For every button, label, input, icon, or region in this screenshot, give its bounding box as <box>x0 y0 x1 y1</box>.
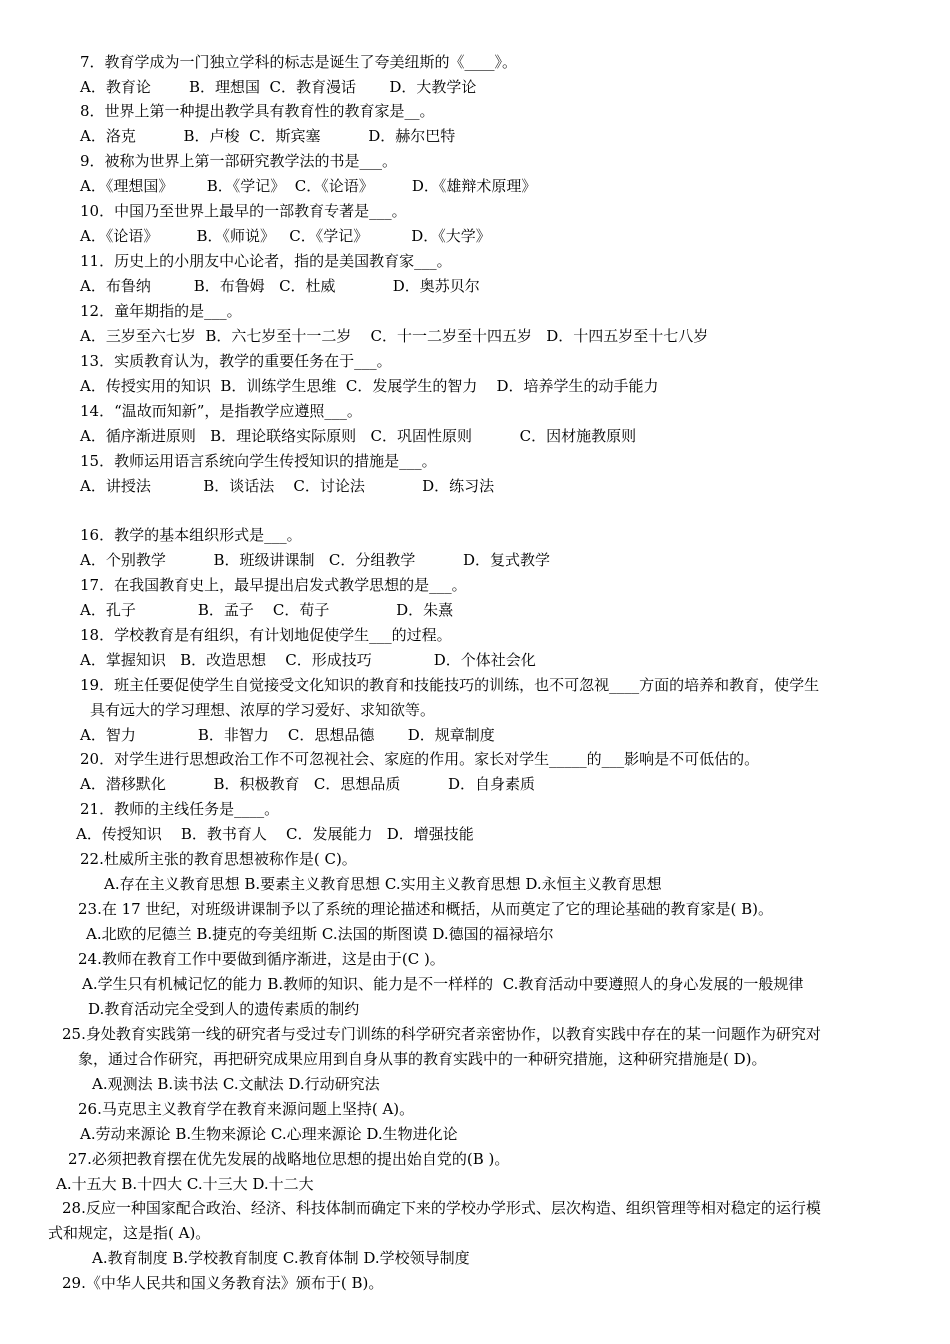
text-line: A.劳动来源论 B.生物来源论 C.心理来源论 D.生物进化论 <box>80 1125 458 1143</box>
text-line: 16．教学的基本组织形式是___。 <box>80 526 302 544</box>
text-line: A.学生只有机械记忆的能力 B.教师的知识、能力是不一样样的 C.教育活动中要遵照人的身心发展的一般规律 <box>82 975 804 993</box>
text-line: 22.杜威所主张的教育思想被称作是( C)。 <box>80 850 357 868</box>
text-line: 29.《中华人民共和国义务教育法》颁布于( B)。 <box>62 1274 384 1292</box>
text-line: 21．教师的主线任务是____。 <box>80 800 280 818</box>
text-line: 14．“温故而知新”，是指教学应遵照___。 <box>80 402 362 420</box>
text-line: 12．童年期指的是___。 <box>80 302 242 320</box>
text-line: 23.在 17 世纪，对班级讲课制予以了系统的理论描述和概括，从而奠定了它的理论基础的教育家是( B)。 <box>78 900 773 918</box>
text-line: 28.反应一种国家配合政治、经济、科技体制而确定下来的学校办学形式、层次构造、组织管理等相对稳定的运行模 <box>62 1199 821 1217</box>
text-line: 25.身处教育实践第一线的研究者与受过专门训练的科学研究者亲密协作，以教育实践中存在的某一问题作为研究对 <box>62 1025 821 1043</box>
text-line: A．传授知识 B．教书育人 C．发展能力 D．增强技能 <box>76 825 474 843</box>
text-line: A．《论语》 B．《师说》 C．《学记》 D．《大学》 <box>80 227 491 245</box>
text-line: A．三岁至六七岁 B．六七岁至十一二岁 C．十一二岁至十四五岁 D．十四五岁至十七八岁 <box>80 327 709 345</box>
text-line: A．个别教学 B．班级讲课制 C．分组教学 D．复式教学 <box>80 551 551 569</box>
text-line: 8．世界上第一种提出教学具有教育性的教育家是__。 <box>80 102 435 120</box>
text-line: 式和规定，这是指( A)。 <box>48 1224 211 1242</box>
text-line: A．教育论 B．理想国 C．教育漫话 D．大教学论 <box>80 78 477 96</box>
text-line: A.观测法 B.读书法 C.文献法 D.行动研究法 <box>92 1075 380 1093</box>
text-line: 10．中国乃至世界上最早的一部教育专著是___。 <box>80 202 407 220</box>
text-line: D.教育活动完全受到人的遗传素质的制约 <box>88 1000 360 1018</box>
text-line: 15．教师运用语言系统向学生传授知识的措施是___。 <box>80 452 437 470</box>
text-line: A．掌握知识 B．改造思想 C．形成技巧 D．个体社会化 <box>80 651 536 669</box>
text-line: 7．教育学成为一门独立学科的标志是诞生了夸美纽斯的《____》。 <box>80 53 518 71</box>
text-line: 19．班主任要促使学生自觉接受文化知识的教育和技能技巧的训练，也不可忽视____方面的培养和教育，使学生 <box>80 676 820 694</box>
text-line: 18．学校教育是有组织，有计划地促使学生___的过程。 <box>80 626 452 644</box>
text-line: A．《理想国》 B．《学记》 C．《论语》 D．《雄辩术原理》 <box>80 177 537 195</box>
text-line: A．布鲁纳 B．布鲁姆 C．杜威 D．奥苏贝尔 <box>80 277 480 295</box>
text-line: A．洛克 B．卢梭 C．斯宾塞 D．赫尔巴特 <box>80 127 456 145</box>
text-line: 9．被称为世界上第一部研究教学法的书是___。 <box>80 152 398 170</box>
text-line: A．孔子 B．孟子 C．荀子 D．朱熹 <box>80 601 454 619</box>
text-line: 20．对学生进行思想政治工作不可忽视社会、家庭的作用。家长对学生_____的___影响是不可低估的。 <box>80 750 760 768</box>
text-line: A.教育制度 B.学校教育制度 C.教育体制 D.学校领导制度 <box>92 1249 470 1267</box>
text-line: A．讲授法 B．谈话法 C．讨论法 D．练习法 <box>80 477 495 495</box>
text-line: A．潜移默化 B．积极教育 C．思想品质 D．自身素质 <box>80 775 536 793</box>
text-line: 象，通过合作研究，再把研究成果应用到自身从事的教育实践中的一种研究措施，这种研究措施是( D)。 <box>78 1050 767 1068</box>
text-line: 24.教师在教育工作中要做到循序渐进，这是由于(C )。 <box>78 950 445 968</box>
text-line: A.北欧的尼德兰 B.捷克的夸美纽斯 C.法国的斯图谟 D.德国的福禄培尔 <box>86 925 554 943</box>
text-line: A.十五大 B.十四大 C.十三大 D.十二大 <box>56 1175 314 1193</box>
text-line: 具有远大的学习理想、浓厚的学习爱好、求知欲等。 <box>90 701 436 719</box>
text-line: A．智力 B．非智力 C．思想品德 D．规章制度 <box>80 726 495 744</box>
text-line: A．传授实用的知识 B．训练学生思维 C．发展学生的智力 D．培养学生的动手能力 <box>80 377 659 395</box>
text-line: 13．实质教育认为，教学的重要任务在于___。 <box>80 352 392 370</box>
text-line: 26.马克思主义教育学在教育来源问题上坚持( A)。 <box>78 1100 415 1118</box>
text-line: 17．在我国教育史上，最早提出启发式教学思想的是___。 <box>80 576 467 594</box>
text-line: A.存在主义教育思想 B.要素主义教育思想 C.实用主义教育思想 D.永恒主义教育思想 <box>104 875 662 893</box>
text-line: 11．历史上的小朋友中心论者，指的是美国教育家___。 <box>80 252 452 270</box>
text-line: 27.必须把教育摆在优先发展的战略地位思想的提出始自党的(B )。 <box>68 1150 510 1168</box>
text-line: A．循序渐进原则 B．理论联络实际原则 C．巩固性原则 C．因材施教原则 <box>80 427 637 445</box>
